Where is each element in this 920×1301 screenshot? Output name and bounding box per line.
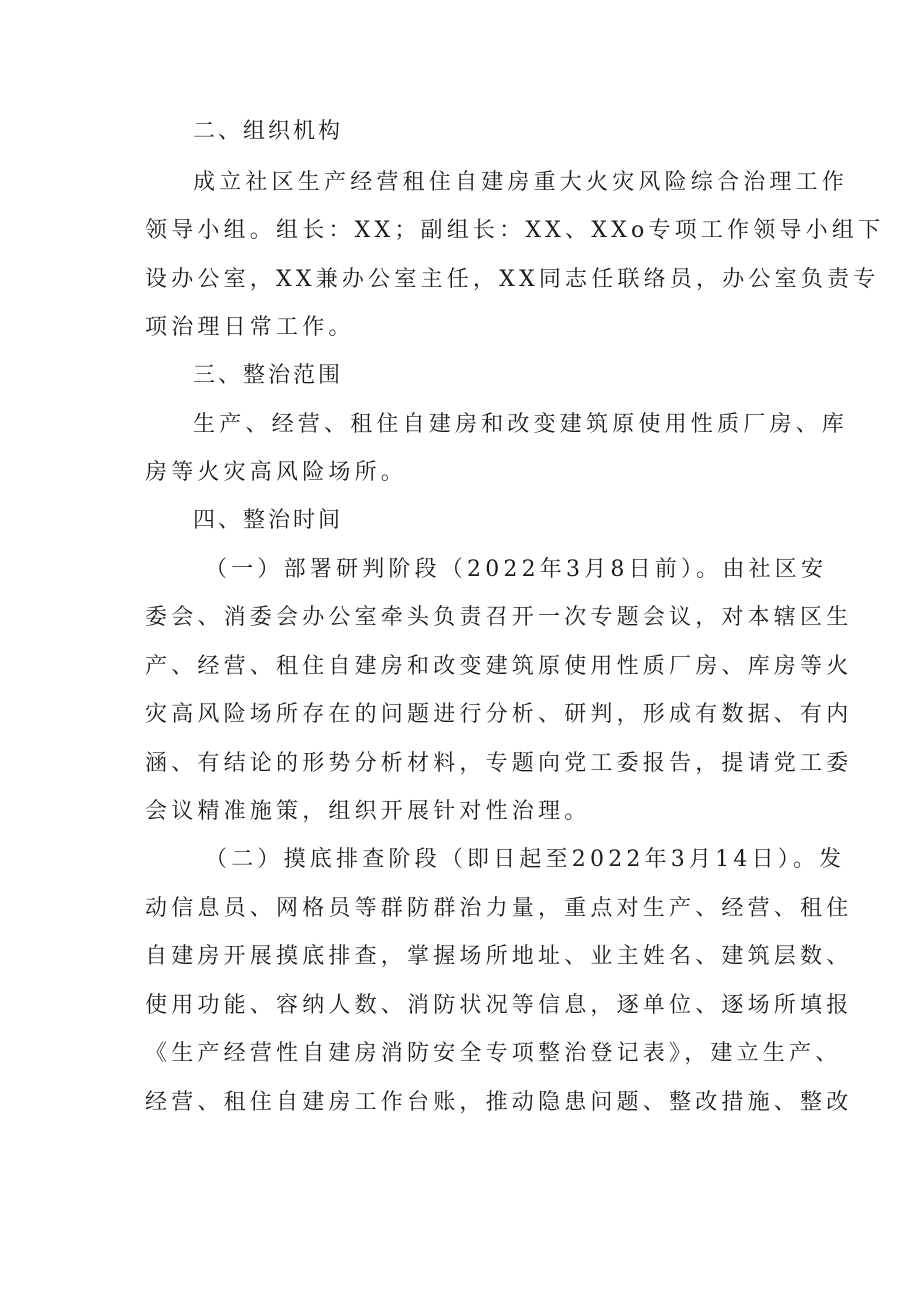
- paragraph-line: 灾高风险场所存在的问题进行分析、研判，形成有数据、有内: [145, 702, 853, 727]
- paragraph-line: 经营、租住自建房工作台账，推动隐患问题、整改措施、整改: [145, 1090, 853, 1115]
- paragraph-line: （一）部署研判阶段（2022年3月8日前）。由社区安: [205, 557, 828, 582]
- paragraph-line: 产、经营、租住自建房和改变建筑原使用性质厂房、库房等火: [145, 654, 853, 679]
- paragraph-line: 会议精准施策，组织开展针对性治理。: [145, 799, 591, 824]
- paragraph-line: 涵、有结论的形势分析材料，专题向党工委报告，提请党工委: [145, 751, 853, 776]
- paragraph-line: 委会、消委会办公室牵头负责召开一次专题会议，对本辖区生: [145, 605, 853, 630]
- paragraph-line: 成立社区生产经营租住自建房重大火灾风险综合治理工作: [193, 170, 849, 195]
- paragraph-line: （二）摸底排查阶段（即日起至2022年3月14日）。发: [205, 847, 846, 872]
- paragraph-line: 使用功能、容纳人数、消防状况等信息，逐单位、逐场所填报: [145, 993, 853, 1018]
- paragraph-line: 项治理日常工作。: [145, 315, 355, 340]
- section-heading-timeline: 四、整治时间: [193, 508, 344, 533]
- paragraph-line: 领导小组。组长：XX；副组长：XX、XXo专项工作领导小组下: [145, 218, 885, 243]
- paragraph-line: 《生产经营性自建房消防安全专项整治登记表》，建立生产、: [145, 1041, 842, 1066]
- paragraph-line: 房等火灾高风险场所。: [145, 460, 408, 485]
- section-heading-organization: 二、组织机构: [193, 119, 344, 144]
- paragraph-line: 动信息员、网格员等群防群治力量，重点对生产、经营、租住: [145, 896, 853, 921]
- paragraph-line: 生产、经营、租住自建房和改变建筑原使用性质厂房、库: [193, 412, 849, 437]
- paragraph-line: 自建房开展摸底排查，掌握场所地址、业主姓名、建筑层数、: [145, 944, 853, 969]
- section-heading-scope: 三、整治范围: [193, 363, 344, 388]
- paragraph-line: 设办公室，XX兼办公室主任，XX同志任联络员，办公室负责专: [145, 267, 880, 292]
